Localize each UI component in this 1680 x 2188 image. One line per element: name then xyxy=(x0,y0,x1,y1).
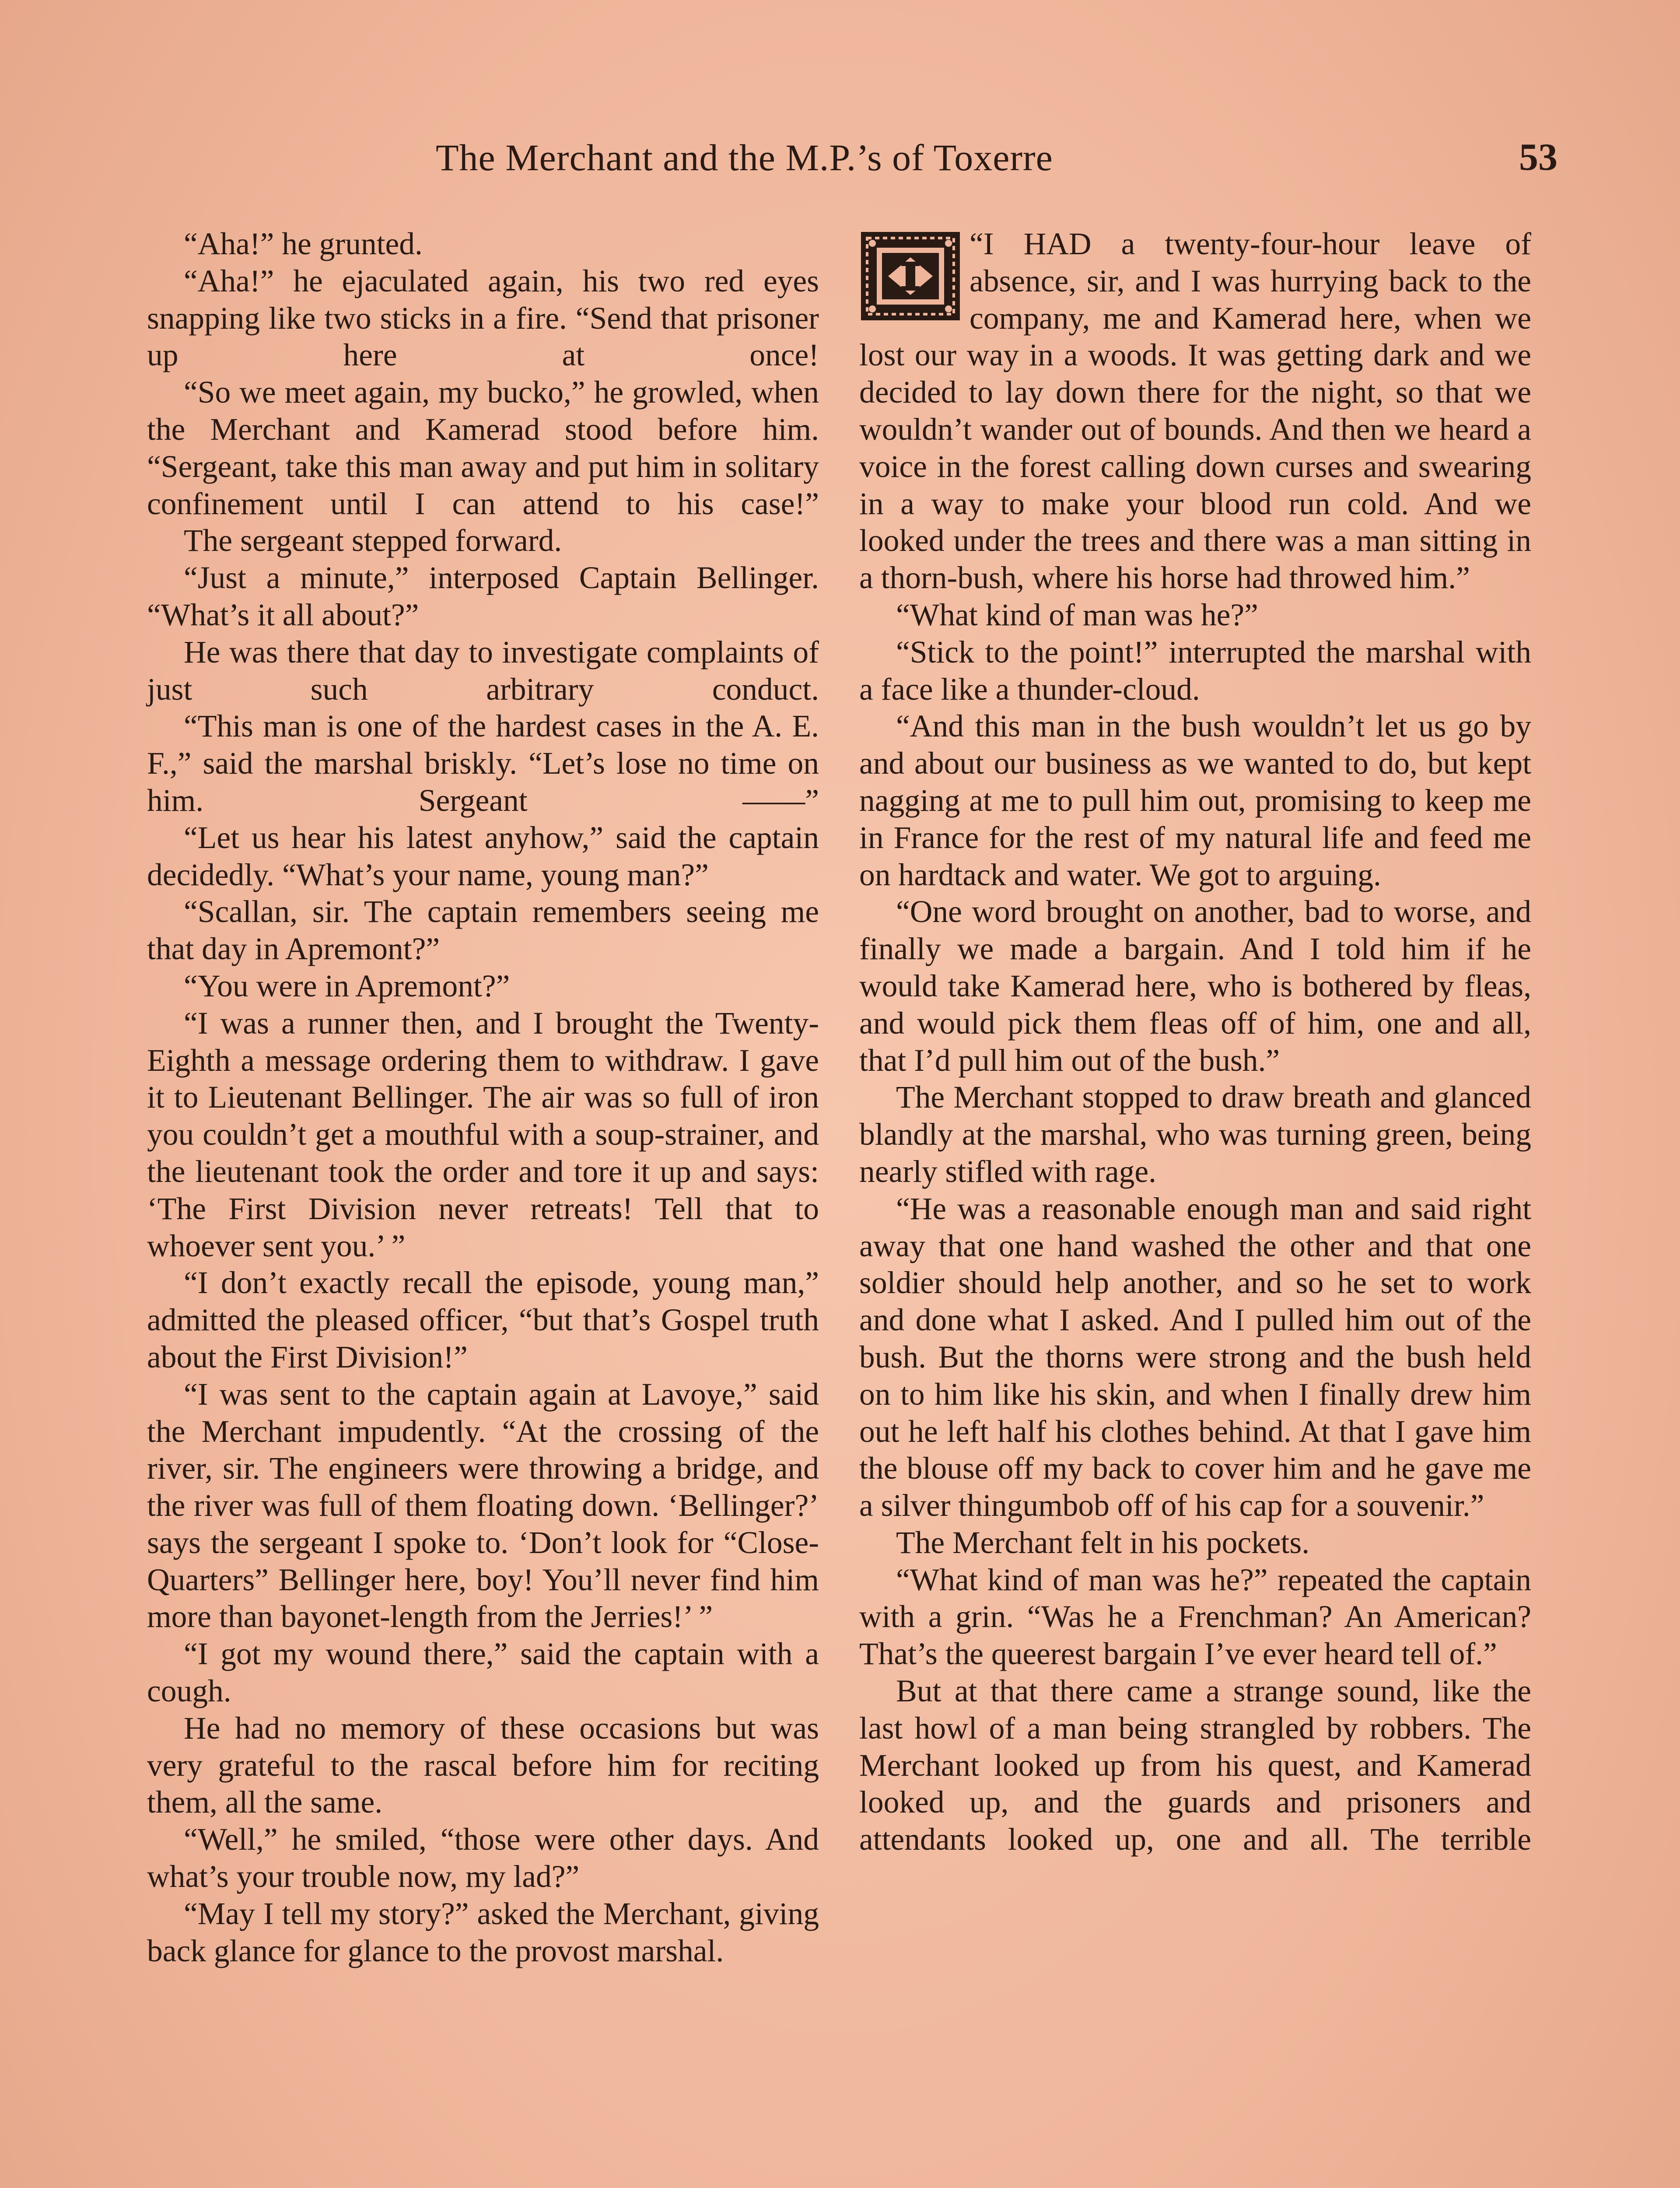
paragraph: “Just a minute,” interposed Captain Bellinger. “What’s it all about?” xyxy=(147,561,819,632)
paragraph: The Merchant felt in his pockets. xyxy=(896,1525,1310,1560)
paragraph: The Merchant stopped to draw breath and glanced blandly at the marshal, who was turning green, being nearly stifled with rage. xyxy=(859,1080,1531,1189)
paragraph: “So we meet again, my bucko,” he growled, when the Merchant and Kamerad stood before him. “Sergeant, take this man away and put him in solitary confinement until I can attend to his case!” xyxy=(147,375,819,521)
ornamental-initial-i-icon xyxy=(859,230,962,322)
paragraph: The sergeant stepped forward. xyxy=(184,523,562,558)
paragraph: “You were in Apremont?” xyxy=(184,968,510,1003)
paragraph: He was there that day to investigate complaints of just such arbitrary conduct. xyxy=(147,635,819,707)
paragraph: “One word brought on another, bad to worse, and finally we made a bargain. And I told him if he would take Kamerad here, who is bothered by fleas, and would pick them fleas off of him, one and all, that I’d pull him out of the bush.” xyxy=(859,894,1531,1078)
paragraph: “Stick to the point!” interrupted the marshal with a face like a thunder-cloud. xyxy=(859,635,1531,707)
paragraph: “Aha!” he grunted. xyxy=(184,227,423,261)
paragraph: “He was a reasonable enough man and said right away that one hand washed the other and that one soldier should help another, and so he set to work and done what I asked. And I pulled him out of the bush. But the thorns were strong and the bush held on to him like his skin, and when I finally drew him out he left half his clothes behind. At that I gave him the blouse off my back to cover him and he gave me a silver thingumbob off of his cap for a souvenir.” xyxy=(859,1191,1531,1523)
paragraph: “I was sent to the captain again at Lavoye,” said the Merchant impudently. “At the crossing of the river, sir. The engineers were throwing a bridge, and the river was full of them floating down. ‘Bellinger?’ says the sergeant I spoke to. ‘Don’t look for “Close-Quarters” Bellinger here, boy! You’ll never find him more than bayonet-length from the Jerries!’ ” xyxy=(147,1377,819,1634)
paragraph: “I got my wound there,” said the captain with a cough. xyxy=(147,1637,819,1709)
paragraph: “This man is one of the hardest cases in the A. E. F.,” said the marshal briskly. “Let’s lose no time on him. Sergeant ——” xyxy=(147,709,819,818)
paragraph: “What kind of man was he?” repeated the captain with a grin. “Was he a Frenchman? An American? That’s the queerest bargain I’ve ever heard tell of.” xyxy=(859,1562,1531,1672)
paragraph: “I HAD a twenty-four-hour leave of absence, sir, and I was hurrying back to the company, me and Kamerad here, when we lost our way in a woods. It was getting dark and we decided to lay down there for the night, so that we wouldn’t wander out of bounds. And then we heard a voice in the forest calling down curses and swearing in a way to make your blood run cold. And we looked under the trees and there was a man sitting in a thorn-bush, where his horse had throwed him.” xyxy=(859,227,1531,596)
paragraph: But at that there came a strange sound, like the last howl of a man being strangled by robbers. The Merchant looked up from his quest, and Kamerad looked up, and the guards and prisoners and attendants looked up, one and all. The terrible xyxy=(859,1674,1531,1857)
paragraph: “What kind of man was he?” xyxy=(896,597,1258,632)
page-number: 53 xyxy=(1519,136,1558,179)
paragraph: “Scallan, sir. The captain remembers seeing me that day in Apremont?” xyxy=(147,894,819,967)
text-column-left xyxy=(147,226,819,1970)
paragraph: “And this man in the bush wouldn’t let us go by and about our business as we wanted to do, but kept nagging at me to pull him out, promising to keep me in France for the rest of my natural life and feed me on hardtack and water. We got to arguing. xyxy=(859,709,1531,892)
paragraph: “I was a runner then, and I brought the Twenty-Eighth a message ordering them to withdraw. I gave it to Lieutenant Bellinger. The air was so full of iron you couldn’t get a mouthful with a soup-strainer, and the lieutenant took the order and tore it up and says: ‘The First Division never retreats! Tell that to whoever sent you.’ ” xyxy=(147,1006,819,1263)
paragraph: “I don’t exactly recall the episode, young man,” admitted the pleased officer, “but that’s Gospel truth about the First Division!” xyxy=(147,1266,819,1375)
paragraph: He had no memory of these occasions but was very grateful to the rascal before him for reciting them, all the same. xyxy=(147,1711,819,1820)
text-column-right xyxy=(859,226,1531,1858)
paragraph: “Aha!” he ejaculated again, his two red eyes snapping like two sticks in a fire. “Send that prisoner up here at once! xyxy=(147,263,819,373)
paragraph: “May I tell my story?” asked the Merchant, giving back glance for glance to the provost marshal. xyxy=(147,1896,819,1968)
paragraph: “Let us hear his latest anyhow,” said the captain decidedly. “What’s your name, young man?” xyxy=(147,820,819,892)
paragraph: “Well,” he smiled, “those were other days. And what’s your trouble now, my lad?” xyxy=(147,1822,819,1894)
page-title: The Merchant and the M.P.’s of Toxerre xyxy=(436,137,1053,179)
running-head xyxy=(0,131,1680,184)
